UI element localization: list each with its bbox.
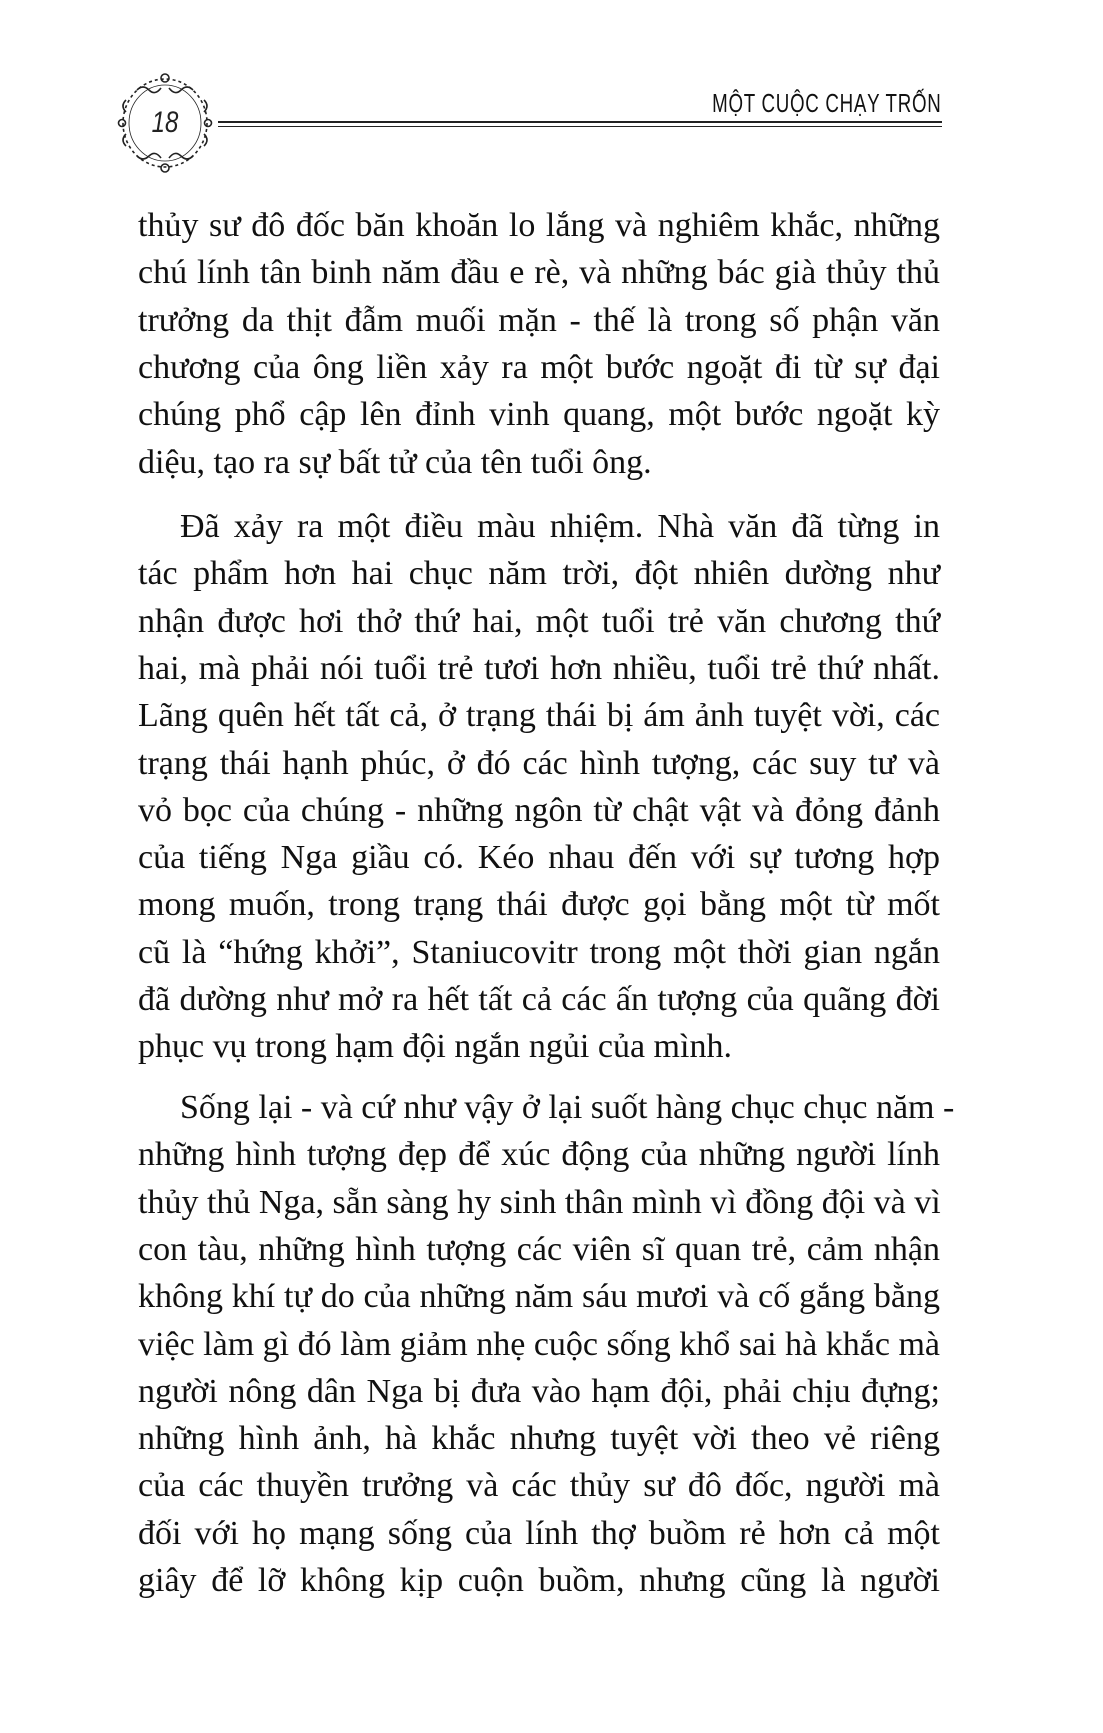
paragraph-line: giây để lỡ không kịp cuộn buồm, nhưng cũng là người — [138, 1562, 940, 1599]
paragraph-line: nhận được hơi thở thứ hai, một tuổi trẻ văn chương thứ — [138, 602, 940, 640]
paragraph-line: diệu, tạo ra sự bất tử của tên tuổi ông. — [138, 443, 652, 481]
paragraph-line: chương của ông liền xảy ra một bước ngoặt đi từ sự đại — [138, 348, 940, 386]
paragraph-line: Đã xảy ra một điều màu nhiệm. Nhà văn đã từng in — [180, 508, 940, 545]
paragraph-line: người nông dân Nga bị đưa vào hạm đội, phải chịu đựng; — [138, 1372, 940, 1410]
paragraph-line: Lãng quên hết tất cả, ở trạng thái bị ám ảnh tuyệt vời, các — [138, 697, 940, 735]
paragraph-line: cũ là “hứng khởi”, Staniucovitr trong một thời gian ngắn — [138, 933, 940, 971]
paragraph-line: của tiếng Nga giầu có. Kéo nhau đến với sự tương hợp — [138, 839, 940, 877]
paragraph-line: những hình ảnh, hà khắc nhưng tuyệt vời theo vẻ riêng — [138, 1420, 940, 1458]
paragraph-line: Sống lại - và cứ như vậy ở lại suốt hàng chục chục năm - — [180, 1089, 955, 1126]
paragraph-line: của các thuyền trưởng và các thủy sư đô đốc, người mà — [138, 1467, 940, 1505]
paragraph-line: con tàu, những hình tượng các viên sĩ quan trẻ, cảm nhận — [138, 1230, 940, 1268]
paragraph-line: phục vụ trong hạm đội ngắn ngủi của mình. — [138, 1028, 732, 1066]
paragraph-line: thủy sư đô đốc băn khoăn lo lắng và nghiêm khắc, những — [138, 207, 940, 244]
paragraph-line: tác phẩm hơn hai chục năm trời, đột nhiên dường như — [138, 555, 940, 593]
paragraph-line: chúng phổ cập lên đỉnh vinh quang, một bước ngoặt kỳ — [138, 396, 940, 434]
page-number: 18 — [151, 106, 179, 139]
paragraph-line: trạng thái hạnh phúc, ở đó các hình tượng, các suy tư và — [138, 744, 940, 782]
running-header-title: MỘT CUỘC CHẠY TRỐN — [711, 88, 941, 118]
paragraph-line: không khí tự do của những năm sáu mươi và cố gắng bằng — [138, 1278, 940, 1316]
paragraph-line: mong muốn, trong trạng thái được gọi bằng một từ mốt — [138, 886, 940, 924]
paragraph-line: chú lính tân binh năm đầu e rè, và những bác già thủy thủ — [138, 254, 940, 292]
page-number-ornament — [112, 70, 218, 176]
paragraph-line: những hình tượng đẹp để xúc động của những người lính — [138, 1136, 940, 1174]
paragraph-line: việc làm gì đó làm giảm nhẹ cuộc sống khổ sai hà khắc mà — [138, 1325, 940, 1363]
paragraph-line: trưởng da thịt đẫm muối mặn - thế là trong số phận văn — [138, 301, 940, 339]
paragraph-line: hai, mà phải nói tuổi trẻ tươi hơn nhiều, tuổi trẻ thứ nhất. — [138, 649, 940, 687]
paragraph-line: đã dường như mở ra hết tất cả các ấn tượng của quãng đời — [138, 981, 940, 1018]
paragraph-line: đối với họ mạng sống của lính thợ buồm rẻ hơn cả một — [138, 1514, 940, 1552]
paragraph-line: thủy thủ Nga, sẵn sàng hy sinh thân mình vì đồng đội và vì — [138, 1183, 941, 1221]
paragraph-line: vỏ bọc của chúng - những ngôn từ chật vật và đỏng đảnh — [138, 791, 940, 829]
header-rule-thin — [218, 126, 942, 127]
header-rule — [218, 121, 942, 123]
